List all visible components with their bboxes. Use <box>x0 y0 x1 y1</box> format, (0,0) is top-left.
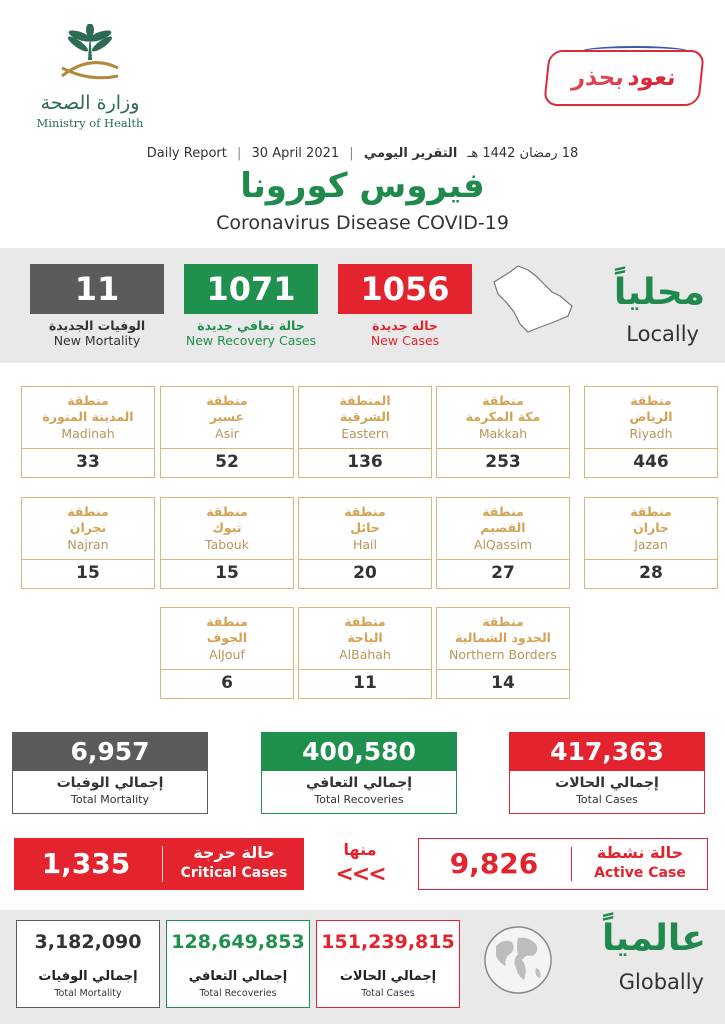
region-name-en: Asir <box>215 426 239 441</box>
region-name-en: Tabouk <box>205 537 249 552</box>
campaign-word-2: بحذر <box>570 65 626 91</box>
region-name-en: Eastern <box>341 426 389 441</box>
total-recoveries-card <box>261 732 457 814</box>
region-value: 253 <box>485 452 521 472</box>
region-value: 14 <box>491 673 515 693</box>
region-value: 28 <box>639 563 663 583</box>
region-name-ar: جازان <box>633 520 669 535</box>
region-name-ar: تبوك <box>212 520 242 535</box>
region-card <box>160 607 294 699</box>
region-name-ar: مكة المكرمة <box>465 409 541 424</box>
region-value: 11 <box>353 673 377 693</box>
region-header <box>437 608 569 670</box>
total-mortality-card <box>12 732 208 814</box>
region-value: 15 <box>215 563 239 583</box>
region-value: 27 <box>491 563 515 583</box>
region-card <box>584 386 718 478</box>
region-prefix: منطقة <box>206 504 248 519</box>
palm-swords-emblem-icon <box>50 24 130 86</box>
region-header <box>299 498 431 560</box>
total-recoveries-value: 400,580 <box>262 733 456 771</box>
region-prefix: منطقة <box>482 393 524 408</box>
region-prefix: منطقة <box>482 504 524 519</box>
region-name-en: Riyadh <box>629 426 673 441</box>
global-cases-value: 151,239,815 <box>321 931 455 953</box>
global-recoveries-value: 128,649,853 <box>171 931 305 953</box>
region-prefix: منطقة <box>67 393 109 408</box>
total-mortality-ar: إجمالي الوفيات <box>56 775 164 791</box>
region-card <box>21 497 155 589</box>
region-prefix: منطقة <box>630 504 672 519</box>
region-value: 33 <box>76 452 100 472</box>
region-card <box>21 386 155 478</box>
region-header <box>437 498 569 560</box>
critical-cases-value: 1,335 <box>41 847 131 880</box>
ministry-name-ar: وزارة الصحة <box>40 92 140 114</box>
region-card <box>298 386 432 478</box>
region-name-en: AlJouf <box>209 647 245 662</box>
region-name-ar: نجران <box>69 520 107 535</box>
total-cases-en: Total Cases <box>576 793 638 806</box>
region-name-en: Makkah <box>478 426 528 441</box>
total-mortality-en: Total Mortality <box>71 793 149 806</box>
globe-icon <box>482 924 554 996</box>
region-card <box>436 386 570 478</box>
region-card <box>436 497 570 589</box>
region-header <box>299 608 431 670</box>
active-cases-value: 9,826 <box>449 847 539 880</box>
region-header <box>299 387 431 449</box>
global-mortality-ar: إجمالي الوفيات <box>38 969 138 984</box>
total-recoveries-en: Total Recoveries <box>314 793 404 806</box>
total-cases-card <box>509 732 705 814</box>
region-value: 20 <box>353 563 377 583</box>
region-prefix: منطقة <box>67 504 109 519</box>
region-prefix: منطقة <box>630 393 672 408</box>
region-name-en: AlQassim <box>473 537 533 552</box>
region-prefix: منطقة <box>344 614 386 629</box>
critical-cases-card <box>14 838 304 890</box>
region-name-en: Jazan <box>634 537 668 552</box>
region-prefix: المنطقة <box>339 393 391 408</box>
title-ar: فيروس كورونا <box>240 166 485 206</box>
globally-label-ar: عالمياً <box>602 918 706 959</box>
locally-label-en: Locally <box>626 322 699 346</box>
region-name-ar: الباحة <box>347 630 383 645</box>
report-line: Daily Report | 30 April 2021 | 18 رمضان 1442 هـ التقرير اليومي <box>146 146 579 161</box>
region-card <box>160 497 294 589</box>
region-header <box>161 608 293 670</box>
region-name-en: Hail <box>352 537 377 552</box>
report-label-ar: التقرير اليومي <box>363 146 458 161</box>
global-mortality-card <box>16 920 160 1008</box>
region-name-en: Najran <box>67 537 109 552</box>
of-which-label: منها <box>343 840 377 859</box>
active-cases-card <box>418 838 708 890</box>
region-value: 136 <box>347 452 383 472</box>
total-cases-value: 417,363 <box>510 733 704 771</box>
region-prefix: منطقة <box>206 614 248 629</box>
region-name-ar: الجوف <box>206 630 248 645</box>
region-prefix: منطقة <box>206 393 248 408</box>
region-name-ar: المدينة المنورة <box>42 409 134 424</box>
locally-label-ar: محلياً <box>613 272 705 313</box>
region-prefix: منطقة <box>482 614 524 629</box>
title-en: Coronavirus Disease COVID-19 <box>216 212 509 234</box>
new-recovery-card: 1071 <box>184 264 318 314</box>
total-recoveries-ar: إجمالي التعافي <box>305 775 413 791</box>
region-name-ar: الرياض <box>629 409 673 424</box>
region-card <box>298 497 432 589</box>
region-value: 52 <box>215 452 239 472</box>
region-value: 446 <box>633 452 669 472</box>
globally-label-en: Globally <box>618 970 704 994</box>
global-cases-en: Total Cases <box>361 988 415 999</box>
global-mortality-en: Total Mortality <box>54 988 122 999</box>
region-name-ar: القصيم <box>480 520 526 535</box>
global-recoveries-card <box>166 920 310 1008</box>
region-value: 6 <box>221 673 233 693</box>
region-name-en: AlBahah <box>339 647 391 662</box>
region-header <box>22 498 154 560</box>
global-mortality-value: 3,182,090 <box>34 931 142 953</box>
new-recovery-label: حالة تعافي جديدة New Recovery Cases <box>185 318 317 348</box>
report-date-hijri: 18 رمضان 1442 هـ <box>467 146 579 161</box>
ministry-name-en: Ministry of Health <box>36 116 144 130</box>
report-label-en: Daily Report <box>146 146 227 161</box>
region-card <box>584 497 718 589</box>
campaign-word-1: نعود <box>626 65 678 91</box>
new-mortality-card: 11 <box>30 264 164 314</box>
region-card <box>436 607 570 699</box>
region-header <box>437 387 569 449</box>
region-card <box>160 386 294 478</box>
region-card <box>298 607 432 699</box>
ministry-logo <box>20 24 160 136</box>
region-name-ar: الحدود الشمالية <box>455 630 551 645</box>
arrows-left-icon: <<< <box>335 862 385 887</box>
new-cases-label: حالة جديدة New Cases <box>370 318 440 348</box>
report-date-en: 30 April 2021 <box>251 146 340 161</box>
total-cases-ar: إجمالي الحالات <box>555 775 659 791</box>
critical-cases-label: حالة حرجة Critical Cases <box>180 843 288 881</box>
global-cases-card <box>316 920 460 1008</box>
region-header <box>161 498 293 560</box>
total-mortality-value: 6,957 <box>13 733 207 771</box>
region-header <box>585 498 717 560</box>
saudi-map-icon <box>488 262 576 334</box>
region-name-en: Madinah <box>61 426 115 441</box>
region-prefix: منطقة <box>344 504 386 519</box>
region-name-en: Northern Borders <box>449 647 557 662</box>
campaign-logo <box>543 50 705 106</box>
active-cases-label: حالة نشطة Active Case <box>594 843 686 881</box>
region-name-ar: عسير <box>209 409 245 424</box>
global-recoveries-en: Total Recoveries <box>199 988 277 999</box>
region-header <box>161 387 293 449</box>
new-cases-card: 1056 <box>338 264 472 314</box>
new-mortality-label: الوفيات الجديدة New Mortality <box>48 318 146 348</box>
region-name-ar: الشرقية <box>339 409 391 424</box>
global-recoveries-ar: إجمالي التعافي <box>188 969 288 984</box>
region-header <box>585 387 717 449</box>
region-name-ar: حائل <box>350 520 380 535</box>
global-cases-ar: إجمالي الحالات <box>339 969 437 984</box>
region-header <box>22 387 154 449</box>
region-value: 15 <box>76 563 100 583</box>
